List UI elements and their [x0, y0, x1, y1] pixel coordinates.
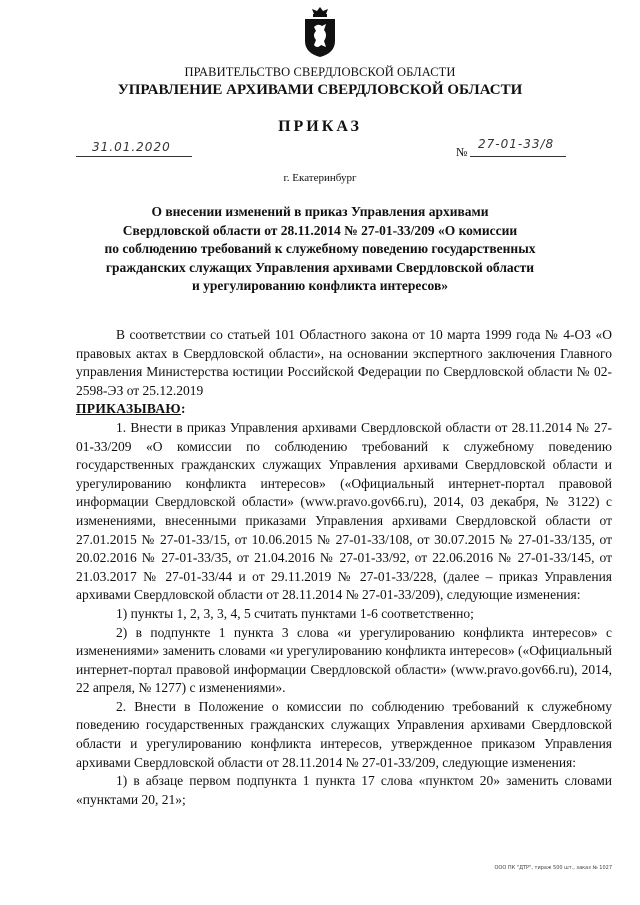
- preamble: В соответствии со статьей 101 Областного закона от 10 марта 1999 года № 4-ОЗ «О правовых актах в Свердловской области», на основании экспертного заключения Главного управления Министерства юстиции Российской Федерации по Свердловской области № 02-2598-ЭЗ от 25.12.2019: [76, 327, 612, 398]
- order-body: [76, 326, 612, 809]
- print-info: ООО ПК "ДТР", тираж 500 шт., заказ № 1027: [494, 865, 612, 871]
- government-name: ПРАВИТЕЛЬСТВО СВЕРДЛОВСКОЙ ОБЛАСТИ: [184, 65, 456, 79]
- title-line: О внесении изменений в приказ Управления архивами: [151, 204, 489, 219]
- item-2-1: 1) в абзаце первом подпункта 1 пункта 17 слова «пунктом 20» заменить словами «пунктами 20, 21»;: [76, 773, 612, 807]
- handwritten-number: 27-01-33/8: [478, 137, 555, 151]
- department-name: УПРАВЛЕНИЕ АРХИВАМИ СВЕРДЛОВСКОЙ ОБЛАСТИ: [117, 82, 523, 98]
- item-1-1: 1) пункты 1, 2, 3, 3, 4, 5 считать пунктами 1-6 соответственно;: [116, 605, 474, 621]
- prikazyvayu-heading: [76, 400, 612, 419]
- number-label: №: [456, 145, 468, 159]
- title-line: и урегулированию конфликта интересов»: [192, 278, 448, 293]
- coat-of-arms-icon: [302, 5, 338, 59]
- number-underline: [470, 156, 566, 157]
- item-1: 1. Внести в приказ Управления архивами Свердловской области от 28.11.2014 № 27-01-33/209 «О комиссии по соблюдению требований к служебному поведению государственных гражданских служащих Управления архивами Свердловской области и урегулированию конфликта интересов» («Официальный интернет-портал правовой информации Свердловской области» (www.pravo.gov66.ru), 2014, 03 декабря, № 3122) с изменениями, внесенными приказами Управления архивами Свердловской области от 27.01.2015 № 27-01-33/15, от 10.06.2015 № 27-01-33/108, от 30.07.2015 № 27-01-33/135, от 20.02.2016 № 27-01-33/35, от 21.04.2016 № 27-01-33/92, от 22.06.2016 № 27-01-33/145, от 21.03.2017 № 27-01-33/44 и от 29.11.2019 № 27-01-33/228, (далее – приказ Управления архивами Свердловской области от 28.11.2014 № 27-01-33/209), следующие изменения:: [76, 419, 612, 603]
- prikazyvayu-word: ПРИКАЗЫВАЮ: [76, 401, 181, 417]
- item-1-2: 2) в подпункте 1 пункта 3 слова «и урегулированию конфликта интересов» с изменениями» заменить словами «и урегулированию конфликта интересов» («Официальный интернет-портал правовой информации Свердловской области» (www.pravo.gov66.ru), 2014, 22 апреля, № 1277) с изменениями».: [76, 624, 612, 696]
- document-type: ПРИКАЗ: [278, 118, 362, 135]
- handwritten-date: 31.01.2020: [92, 140, 171, 154]
- order-title: [80, 203, 560, 296]
- prikazyvayu-colon: :: [180, 401, 186, 417]
- date-underline: [76, 156, 192, 157]
- title-line: гражданских служащих Управления архивами Свердловской области: [105, 259, 535, 275]
- title-line: Свердловской области от 28.11.2014 № 27-01-33/209 «О комиссии: [122, 222, 518, 238]
- city: г. Екатеринбург: [283, 172, 357, 184]
- title-line: по соблюдению требований к служебному поведению государственных: [104, 241, 536, 256]
- item-2: 2. Внести в Положение о комиссии по соблюдению требований к служебному поведению государственных гражданских служащих Управления архивами Свердловской области и урегулированию конфликта интересов, утвержденное приказом Управления архивами Свердловской области от 28.11.2014 № 27-01-33/209, следующие изменения:: [76, 698, 612, 770]
